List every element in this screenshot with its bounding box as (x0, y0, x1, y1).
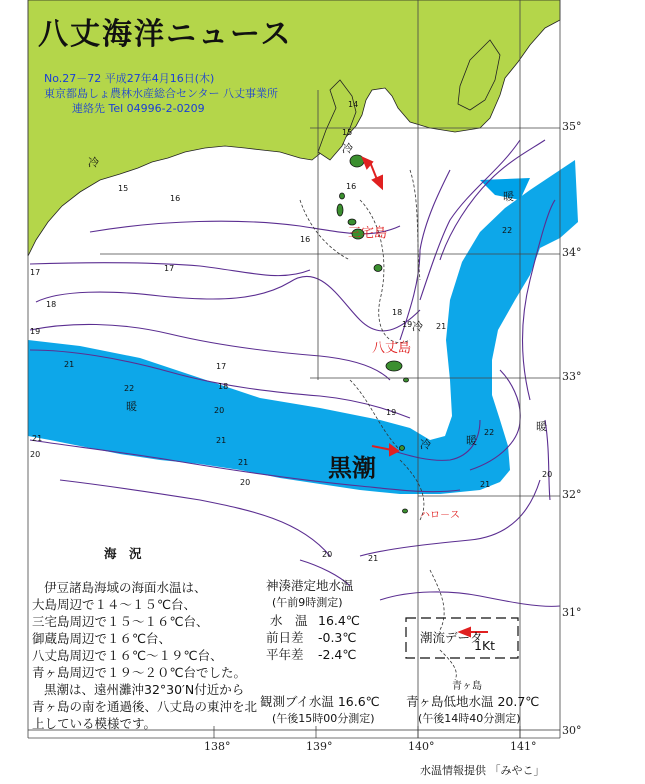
isotherm-label: 20 (240, 478, 251, 487)
isotherm-label: 16 (346, 182, 357, 191)
isotherm-label: 17 (164, 264, 175, 273)
warm-mark: 暖 (466, 434, 477, 447)
minato-row-label: 平年差 (266, 647, 304, 662)
situation-line: 青ヶ島周辺で１９～２０℃台でした。 (32, 665, 247, 680)
situation-line: 八丈島周辺で１６℃～１９℃台、 (32, 648, 223, 663)
minato-row-value: -2.4℃ (318, 647, 357, 662)
island-hachijojima (386, 361, 402, 371)
aogashima-temp: 青ヶ島低地水温 20.7℃ (406, 694, 540, 709)
kuroshio-label: 黒潮 (328, 453, 376, 482)
buoy-time: (午後15時00分測定) (272, 712, 375, 725)
latitude-label: 33° (562, 370, 582, 383)
isotherm-label: 22 (502, 226, 513, 235)
situation-line: 上している模様です。 (32, 716, 157, 731)
situation-heading: 海 況 (104, 546, 142, 561)
contact-line: 連絡先 Tel 04996-2-0209 (72, 102, 205, 115)
latitude-label: 30° (562, 724, 582, 737)
cold-mark: 冷 (88, 156, 99, 169)
minato-row-label: 水 温 (270, 613, 308, 628)
footer-credit: 水温情報提供 「みやこ」 (420, 764, 545, 777)
island-label-miyakejima: 三宅島 (348, 226, 388, 241)
isotherm-label: 16 (300, 235, 311, 244)
isotherm-label: 21 (368, 554, 379, 563)
isotherm-label: 18 (392, 308, 403, 317)
isotherm-label: 20 (542, 470, 553, 479)
isotherm-label: 19 (30, 327, 41, 336)
isotherm-label: 18 (46, 300, 57, 309)
situation-line: 青ヶ島の南を通過後、八丈島の東沖を北 (32, 699, 258, 714)
island-label-aogashima: 青ヶ島 (452, 681, 482, 692)
island-hachijokojima (404, 378, 409, 382)
cold-mark: 冷 (412, 320, 423, 333)
isotherm-label: 15 (118, 184, 129, 193)
situation-line: 黒潮は、遠州灘沖32°30′N付近から (44, 682, 245, 697)
isotherm-label: 15 (342, 128, 353, 137)
isotherm-label: 19 (386, 408, 397, 417)
org-line: 東京都島しょ農林水産総合センター 八丈事業所 (44, 87, 279, 100)
page-title: 八丈海洋ニュース (38, 17, 293, 52)
minato-row-label: 前日差 (266, 630, 304, 645)
longitude-label: 138° (204, 740, 231, 753)
isotherm-label: 22 (124, 384, 135, 393)
isotherm-label: 14 (348, 100, 359, 109)
isotherm-label: 20 (322, 550, 333, 559)
island-aogashima (400, 446, 405, 451)
latitude-label: 32° (562, 488, 582, 501)
isotherm-label: 21 (480, 480, 491, 489)
isotherm-label: 16 (170, 194, 181, 203)
latitude-label: 31° (562, 606, 582, 619)
isotherm-label: 22 (484, 428, 495, 437)
situation-line: 御蔵島周辺で１６℃台、 (32, 631, 172, 646)
isotherm-label: 17 (30, 268, 41, 277)
island-mikurajima (374, 265, 382, 272)
isotherm-label: 19 (402, 320, 413, 329)
isotherm-label: 21 (32, 434, 43, 443)
isotherm-label: 17 (216, 362, 227, 371)
longitude-label: 139° (306, 740, 333, 753)
minato-row-value: 16.4℃ (318, 613, 360, 628)
situation-line: 伊豆諸島海域の海面水温は、 (44, 580, 207, 595)
isotherm-label: 21 (436, 322, 447, 331)
longitude-label: 141° (510, 740, 537, 753)
island-toshima (340, 193, 345, 199)
isotherm-label: 21 (238, 458, 249, 467)
aogashima-time: (午後14時40分測定) (418, 712, 521, 725)
longitude-label: 140° (408, 740, 435, 753)
minato-row-value: -0.3℃ (318, 630, 357, 645)
situation-line: 三宅島周辺で１５～１６℃台、 (32, 614, 209, 629)
minato-time: (午前9時測定) (272, 596, 343, 609)
minato-title: 神湊港定地水温 (266, 578, 354, 593)
current-data-label: 潮流データ (420, 630, 483, 645)
isotherm-label: 20 (30, 450, 41, 459)
warm-mark: 暖 (536, 420, 547, 433)
latitude-label: 34° (562, 246, 582, 259)
issue-line: No.27－72 平成27年4月16日(木) (44, 72, 215, 85)
situation-line: 大島周辺で１４～１５℃台、 (32, 597, 197, 612)
isotherm-label: 20 (214, 406, 225, 415)
island-label-hachijojima: 八丈島 (372, 341, 412, 356)
warm-mark: 暖 (126, 400, 137, 413)
cold-mark: 冷 (420, 438, 431, 451)
island-bayonnaise (403, 509, 408, 513)
warm-mark: 暖 (503, 190, 514, 203)
cold-mark: 冷 (342, 142, 353, 155)
isotherm-label: 21 (64, 360, 75, 369)
isotherm-label: 21 (216, 436, 227, 445)
latitude-label: 35° (562, 120, 582, 133)
island-niijima (337, 204, 343, 216)
point-label-halonews: ハロ－ス (420, 510, 460, 521)
current-speed-label: 1Kt (474, 638, 496, 653)
buoy-temp: 観測ブイ水温 16.6℃ (260, 694, 380, 709)
isotherm-label: 18 (218, 382, 229, 391)
